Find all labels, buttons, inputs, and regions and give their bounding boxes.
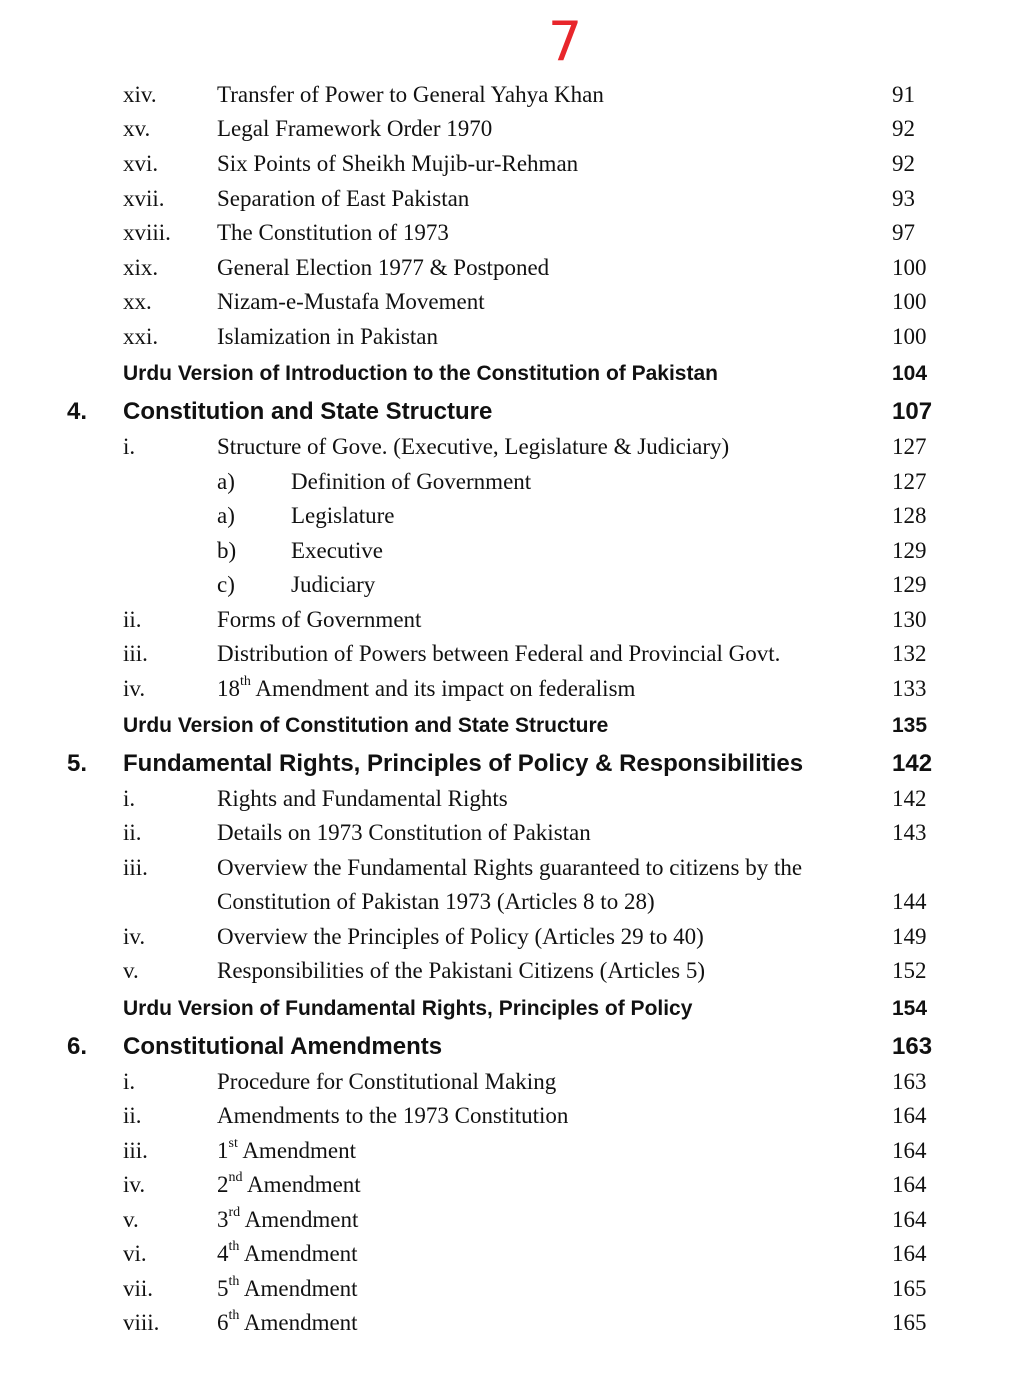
toc-entry xyxy=(0,430,1021,464)
urdu-version-entry xyxy=(0,357,1021,391)
page-ref: 100 xyxy=(892,289,927,314)
entry-number: i. xyxy=(123,1069,136,1094)
entry-title: Forms of Government xyxy=(217,607,422,632)
page-ref: 165 xyxy=(892,1276,927,1301)
entry-number: xxi. xyxy=(123,324,159,349)
page-ref: 129 xyxy=(892,572,927,597)
chapter-heading xyxy=(0,747,1021,781)
entry-title: 1st Amendment xyxy=(217,1136,357,1163)
toc-entry xyxy=(0,320,1021,354)
entry-number: vi. xyxy=(123,1241,147,1266)
entry-title: Distribution of Powers between Federal and Provincial Govt. xyxy=(217,641,781,666)
entry-number: xv. xyxy=(123,116,151,141)
toc-entry xyxy=(0,816,1021,850)
ordinal-suffix: th xyxy=(228,1308,240,1324)
entry-number: xix. xyxy=(123,255,159,280)
page-ref: 165 xyxy=(892,1310,927,1335)
entry-title: Urdu Version of Fundamental Rights, Principles of Policy xyxy=(123,997,693,1020)
page-ref: 128 xyxy=(892,503,927,528)
page-ref: 93 xyxy=(892,186,915,211)
entry-title: 18th Amendment and its impact on federalism xyxy=(217,674,636,701)
toc-entry xyxy=(0,465,1021,499)
entry-title: Urdu Version of Introduction to the Constitution of Pakistan xyxy=(123,362,718,385)
ordinal-suffix: rd xyxy=(228,1205,241,1221)
entry-number: ii. xyxy=(123,607,142,632)
entry-title: Definition of Government xyxy=(291,469,532,494)
page-ref: 164 xyxy=(892,1138,927,1163)
ordinal-suffix: th xyxy=(228,1274,240,1290)
page-ref: 100 xyxy=(892,255,927,280)
toc-entry xyxy=(0,1168,1021,1202)
entry-title: Nizam-e-Mustafa Movement xyxy=(217,289,485,314)
page-ref: 127 xyxy=(892,434,927,459)
entry-number: iii. xyxy=(123,641,148,666)
toc-entry xyxy=(0,534,1021,568)
entry-title: Urdu Version of Constitution and State Structure xyxy=(123,714,609,737)
page-ref: 149 xyxy=(892,924,927,949)
entry-number: i. xyxy=(123,434,136,459)
entry-title: Constitution of Pakistan 1973 (Articles 8 to 28) xyxy=(217,889,655,914)
page-ref: 152 xyxy=(892,958,927,983)
page-number: 7 xyxy=(547,10,583,73)
entry-title: Responsibilities of the Pakistani Citizens (Articles 5) xyxy=(217,958,706,983)
chapter-number: 4. xyxy=(67,398,88,425)
toc-entry xyxy=(0,954,1021,988)
chapter-title: Constitution and State Structure xyxy=(123,398,493,425)
toc-entry xyxy=(0,1306,1021,1340)
page-ref: 92 xyxy=(892,116,915,141)
page-ref: 130 xyxy=(892,607,927,632)
entry-number: xvi. xyxy=(123,151,159,176)
ordinal-suffix: th xyxy=(240,674,251,690)
toc-entry xyxy=(0,920,1021,954)
entry-title: Islamization in Pakistan xyxy=(217,324,439,349)
entry-number: v. xyxy=(123,958,139,983)
page-ref: 129 xyxy=(892,538,927,563)
urdu-version-entry xyxy=(0,992,1021,1026)
entry-number: vii. xyxy=(123,1276,154,1301)
entry-number: b) xyxy=(217,538,237,563)
page-ref: 92 xyxy=(892,151,915,176)
page-ref: 142 xyxy=(892,786,927,811)
toc-entry xyxy=(0,568,1021,602)
toc-entry xyxy=(0,637,1021,671)
toc-entry xyxy=(0,603,1021,637)
page-ref: 133 xyxy=(892,676,927,701)
page-ref: 127 xyxy=(892,469,927,494)
entry-title: Six Points of Sheikh Mujib-ur-Rehman xyxy=(217,151,579,176)
chapter-number: 5. xyxy=(67,750,88,777)
entry-number: iv. xyxy=(123,676,146,701)
entry-title: Overview the Principles of Policy (Articles 29 to 40) xyxy=(217,924,704,949)
entry-number: iv. xyxy=(123,924,146,949)
entry-title: The Constitution of 1973 xyxy=(217,220,449,245)
toc-entry xyxy=(0,216,1021,250)
toc-entry xyxy=(0,1065,1021,1099)
entry-title: Transfer of Power to General Yahya Khan xyxy=(217,82,604,107)
toc-entry xyxy=(0,251,1021,285)
entry-number: xx. xyxy=(123,289,152,314)
entry-title: Structure of Gove. (Executive, Legislature & Judiciary) xyxy=(217,434,730,459)
entry-title: Separation of East Pakistan xyxy=(217,186,470,211)
entry-title: 2nd Amendment xyxy=(217,1170,361,1197)
entry-number: viii. xyxy=(123,1310,160,1335)
urdu-version-entry xyxy=(0,709,1021,743)
page-ref: 104 xyxy=(892,362,928,385)
toc-entry xyxy=(0,78,1021,112)
entry-title: Executive xyxy=(291,538,383,563)
toc-entry xyxy=(0,1237,1021,1271)
page-ref: 132 xyxy=(892,641,927,666)
entry-number: i. xyxy=(123,786,136,811)
entry-number: iii. xyxy=(123,855,148,880)
entry-number: ii. xyxy=(123,1103,142,1128)
entry-number: c) xyxy=(217,572,235,597)
page-ref: 91 xyxy=(892,82,915,107)
toc-entry xyxy=(0,672,1021,706)
entry-title: 4th Amendment xyxy=(217,1239,358,1266)
entry-number: iii. xyxy=(123,1138,148,1163)
entry-title: Judiciary xyxy=(291,572,376,597)
entry-title: Overview the Fundamental Rights guaranteed to citizens by the xyxy=(217,855,803,880)
entry-number: v. xyxy=(123,1207,139,1232)
entry-title: General Election 1977 & Postponed xyxy=(217,255,550,280)
page-ref: 154 xyxy=(892,997,928,1020)
toc-entry xyxy=(0,1099,1021,1133)
page-ref: 163 xyxy=(892,1069,927,1094)
page-ref: 164 xyxy=(892,1241,927,1266)
page-ref: 142 xyxy=(892,750,933,777)
entry-title: Rights and Fundamental Rights xyxy=(217,786,508,811)
toc-entry xyxy=(0,782,1021,816)
toc-entry xyxy=(0,885,1021,919)
page-ref: 135 xyxy=(892,714,928,737)
ordinal-suffix: th xyxy=(228,1239,240,1255)
chapter-title: Constitutional Amendments xyxy=(123,1033,443,1060)
entry-title: Legislature xyxy=(291,503,395,528)
entry-number: iv. xyxy=(123,1172,146,1197)
entry-number: a) xyxy=(217,503,235,528)
page-ref: 144 xyxy=(892,889,927,914)
page-ref: 143 xyxy=(892,820,927,845)
entry-title: 5th Amendment xyxy=(217,1274,358,1301)
page-ref: 164 xyxy=(892,1172,927,1197)
entry-title: 3rd Amendment xyxy=(217,1205,359,1232)
page-ref: 163 xyxy=(892,1033,933,1060)
entry-number: xvii. xyxy=(123,186,165,211)
toc-entry xyxy=(0,285,1021,319)
entry-title: 6th Amendment xyxy=(217,1308,358,1335)
entry-number: xiv. xyxy=(123,82,157,107)
toc-entry xyxy=(0,147,1021,181)
ordinal-suffix: st xyxy=(228,1136,238,1152)
toc-entry xyxy=(0,1134,1021,1168)
page-ref: 164 xyxy=(892,1103,927,1128)
page-ref: 107 xyxy=(892,398,933,425)
entry-title: Legal Framework Order 1970 xyxy=(217,116,493,141)
page-ref: 97 xyxy=(892,220,915,245)
page-ref: 100 xyxy=(892,324,927,349)
chapter-title: Fundamental Rights, Principles of Policy & Responsibilities xyxy=(123,750,804,777)
chapter-heading xyxy=(0,395,1021,429)
toc-entry xyxy=(0,1272,1021,1306)
entry-number: xviii. xyxy=(123,220,171,245)
entry-title: Amendments to the 1973 Constitution xyxy=(217,1103,569,1128)
entry-title: Details on 1973 Constitution of Pakistan xyxy=(217,820,591,845)
toc-entry xyxy=(0,1203,1021,1237)
toc-entry xyxy=(0,182,1021,216)
ordinal-suffix: nd xyxy=(228,1170,243,1186)
entry-title: Procedure for Constitutional Making xyxy=(217,1069,557,1094)
chapter-heading xyxy=(0,1030,1021,1064)
page-ref: 164 xyxy=(892,1207,927,1232)
toc-entry xyxy=(0,851,1021,885)
chapter-number: 6. xyxy=(67,1033,88,1060)
entry-number: ii. xyxy=(123,820,142,845)
toc-entry xyxy=(0,112,1021,146)
entry-number: a) xyxy=(217,469,235,494)
toc-entry xyxy=(0,499,1021,533)
